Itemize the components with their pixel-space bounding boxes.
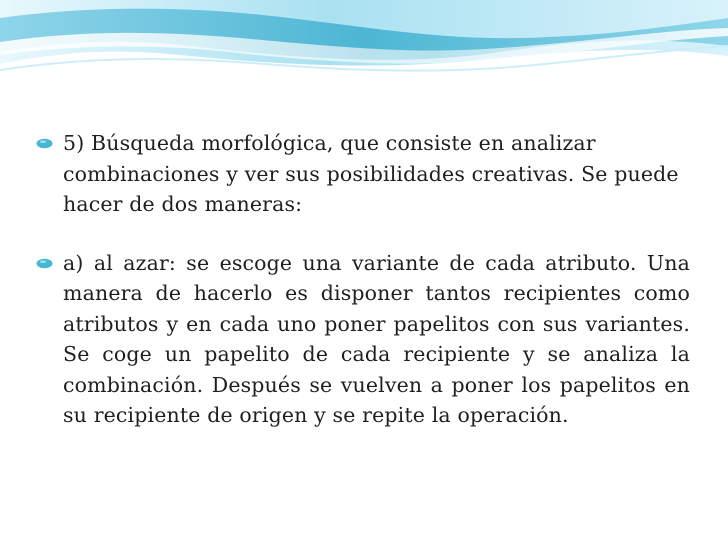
bullet-item-morphological-search — [36, 128, 690, 220]
oval-bullet-icon — [36, 258, 53, 269]
wave-header-decoration — [0, 0, 728, 90]
bullet-text: 5) Búsqueda morfológica, que consiste en analizar combinaciones y ver sus posibilidades creativas. Se puede hacer de dos maneras: — [63, 131, 679, 216]
bullet-item-random-method — [36, 248, 690, 431]
bullet-list — [36, 128, 690, 431]
oval-bullet-icon — [36, 138, 53, 149]
bullet-text: a) al azar: se escoge una variante de cada atributo. Una manera de hacerlo es disponer tantos recipientes como atributos y en cada uno poner papelitos con sus variantes. Se coge un papelito de cada recipiente y se analiza la combinación. Después se vuelven a poner los papelitos en su recipiente de origen y se repite la operación. — [63, 250, 690, 427]
